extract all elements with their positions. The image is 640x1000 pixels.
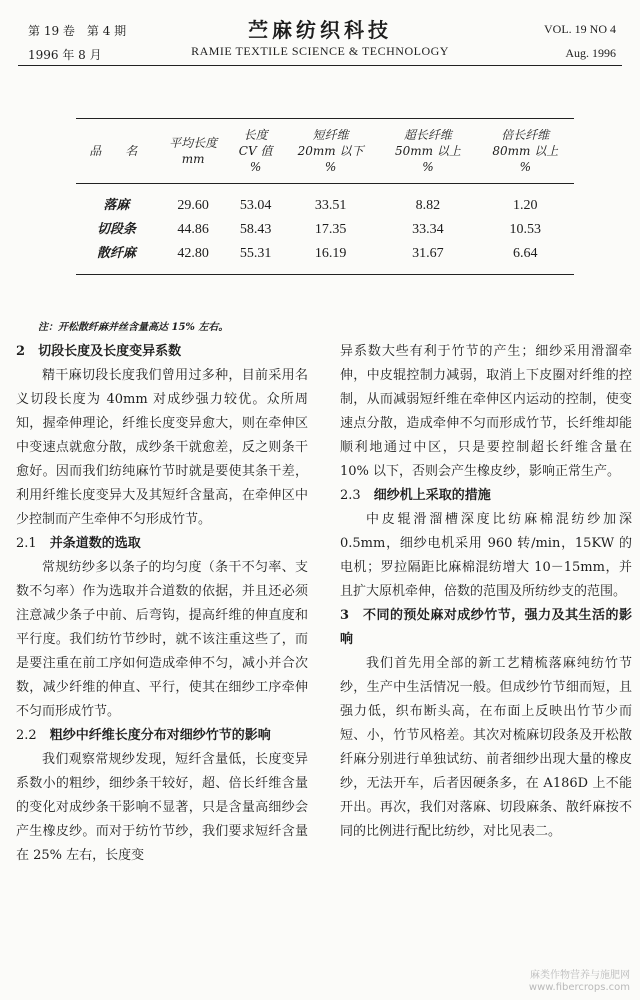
col-header-name: 品 名 bbox=[89, 144, 144, 158]
section-heading: 3 不同的预处麻对成纱竹节，强力及其生活的影响 bbox=[340, 608, 632, 647]
right-column bbox=[340, 340, 632, 844]
table-cell: 落麻 bbox=[103, 198, 130, 213]
journal-title-cn: 苎麻纺织科技 bbox=[248, 18, 392, 42]
watermark-url: www.fibercrops.com bbox=[528, 982, 630, 993]
col-header-double-long-fiber: 倍长纤维 80mm 以上 % bbox=[492, 128, 559, 174]
col-header-cv: 长度 CV 值 % bbox=[238, 128, 273, 174]
table-cell: 10.53 bbox=[509, 222, 542, 237]
table-cell: 58.43 bbox=[239, 222, 272, 237]
table-cell: 16.19 bbox=[314, 246, 347, 261]
table-cell: 31.67 bbox=[412, 246, 444, 261]
table-row bbox=[76, 242, 574, 275]
paragraph: 精干麻切段长度我们曾用过多种，目前采用名义切段长度为 40mm 对成纱强力较优。众所周知，握牵伸理论，纤维长度变异愈大，则在牵伸区中变速点就愈分散，成纱条干就愈差，反之则条干愈好。因而我们纺纯麻竹节时就是要使其条干差，利用纤维长度变异大及其短纤含量高，在牵伸区中少控制而产生牵伸不匀形成竹节。 bbox=[16, 368, 308, 527]
table-cell: 44.86 bbox=[177, 222, 209, 237]
watermark bbox=[529, 970, 630, 994]
col-header-mean-length: 平均长度 mm bbox=[169, 136, 218, 166]
col-header-over-long-fiber: 超长纤维 50mm 以上 % bbox=[395, 128, 461, 174]
left-column bbox=[16, 340, 308, 868]
volume-issue-en: VOL. 19 NO 4 bbox=[544, 22, 616, 36]
date-cn: 1996 年 8 月 bbox=[28, 48, 102, 62]
paragraph: 常规纺纱多以条子的均匀度（条干不匀率、支数不匀率）作为选取并合道数的依据，并且还必须注意减少条子中前、后弯钩，提高纤维的伸直度和平行度。我们纺竹节纱时，就不该注重这些了，而是要注重在前工序如何造成牵伸不匀，减小并合次数，减少纤维的伸直、平行，使其在细纱工序牵伸不匀而形成竹节。 bbox=[16, 560, 308, 719]
paragraph: 我们观察常规纱发现，短纤含量低，长度变异系数小的粗纱，细纱条干较好，超、倍长纤维含量的变化对成纱条干影响不显著，只是含量高细纱会产生橡皮纱。而对于纺竹节纱，我们要求短纤含量在 25% 左右，长度变 bbox=[16, 752, 308, 863]
volume-issue-cn: 第 19 卷 第 4 期 bbox=[28, 24, 127, 38]
table-cell: 1.20 bbox=[513, 198, 538, 213]
subsection-heading: 2.3 细纱机上采取的措施 bbox=[340, 488, 491, 503]
table-cell: 53.04 bbox=[239, 198, 272, 213]
table-row bbox=[76, 218, 574, 242]
table-cell: 55.31 bbox=[239, 246, 272, 261]
table-note: 注：开松散纤麻并丝含量高达 15% 左右。 bbox=[38, 322, 229, 333]
watermark-line: 麻类作物营养与施肥网 bbox=[530, 970, 630, 981]
table-row bbox=[76, 184, 574, 219]
table-cell: 散纤麻 bbox=[96, 246, 136, 261]
section-heading: 2 切段长度及长度变异系数 bbox=[16, 344, 182, 359]
paragraph: 我们首先用全部的新工艺精梳落麻纯纺竹节纱，生产中生活情况一般。但成纱竹节细而短，且强力低，织布断头高，在布面上反映出竹节少而短、小，竹节风格差。其次对梳麻切段条及开松散纤麻分别进行单独试纺、前者细纱出现大量的橡皮纱，无法开车，后者因硬条多，在 A186D 上不能开出。再次，我们对落麻、切段麻条、散纤麻按不同的比例进行配比纺纱，对比见表二。 bbox=[340, 656, 632, 839]
paragraph: 异系数大些有利于竹节的产生；细纱采用滑溜牵伸，中皮辊控制力减弱，取消上下皮圈对纤维的控制，从而减弱短纤维在牵伸区内运动的控制，使变速点分散，造成牵伸不匀而形成竹节，长纤维却能顺利地通过中区，只是要控制超长纤维含量在 10% 以下，否则会产生橡皮纱，影响正常生产。 bbox=[340, 344, 632, 479]
table-cell: 33.34 bbox=[412, 222, 444, 237]
table-cell: 29.60 bbox=[177, 198, 209, 213]
table-cell: 17.35 bbox=[314, 222, 347, 237]
table-header-row bbox=[76, 119, 574, 184]
fiber-length-table bbox=[76, 118, 574, 275]
subsection-heading: 2.1 并条道数的选取 bbox=[16, 536, 141, 551]
table-cell: 6.64 bbox=[513, 246, 538, 261]
date-en: Aug. 1996 bbox=[565, 46, 616, 60]
table-cell: 切段条 bbox=[96, 222, 136, 237]
page-header bbox=[18, 8, 622, 66]
table-cell: 33.51 bbox=[314, 198, 347, 213]
table-cell: 42.80 bbox=[177, 246, 209, 261]
col-header-short-fiber: 短纤维 20mm 以下 % bbox=[297, 128, 364, 174]
subsection-heading: 2.2 粗纱中纤维长度分布对细纱竹节的影响 bbox=[16, 728, 271, 743]
table-cell: 8.82 bbox=[415, 198, 441, 213]
journal-title-en: RAMIE TEXTILE SCIENCE & TECHNOLOGY bbox=[191, 44, 449, 58]
paragraph: 中皮辊滑溜槽深度比纺麻棉混纺纱加深 0.5mm，细纱电机采用 960 转/min，15KW 的电机；罗拉隔距比麻棉混纺增大 10－15mm，并且扩大原机牵伸，倍数的范围及所纺纱支的范围。 bbox=[340, 512, 632, 599]
